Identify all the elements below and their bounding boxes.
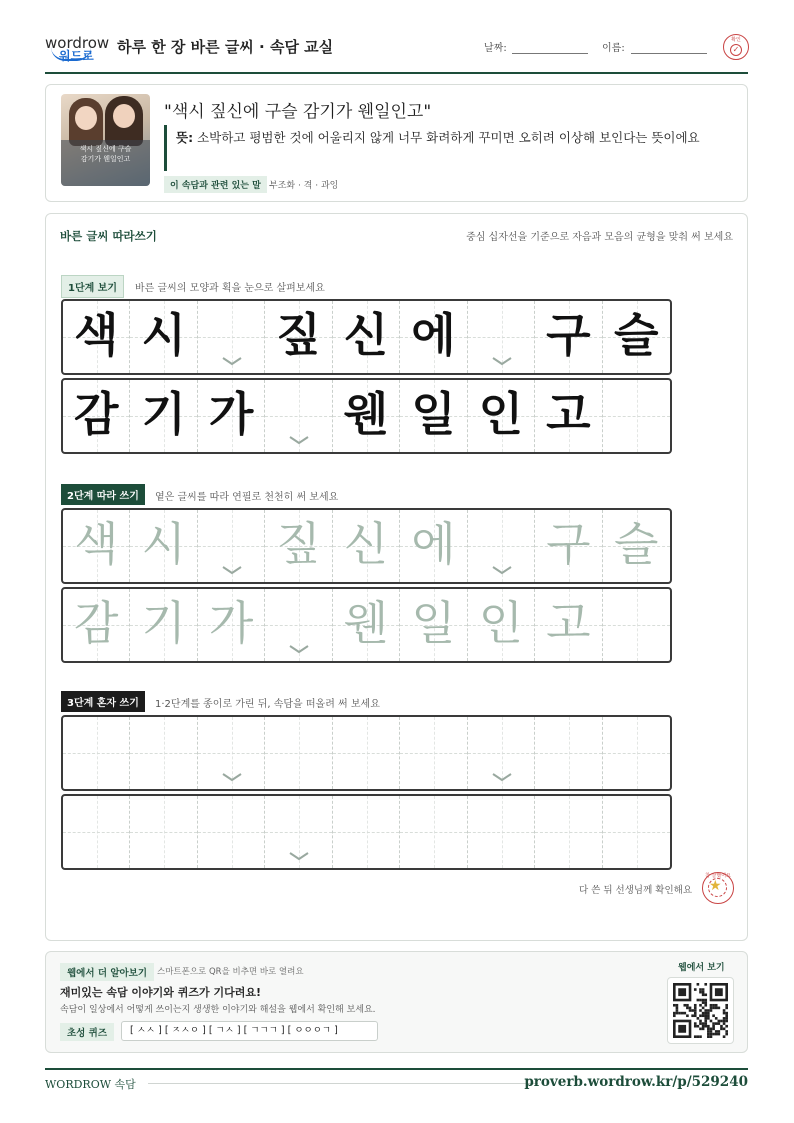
grid-cell: [63, 380, 130, 452]
web-title: 재미있는 속담 이야기와 퀴즈가 기다려요!: [60, 986, 261, 999]
related-label: 이 속담과 관련 있는 말: [164, 176, 267, 193]
grid-character: 가: [208, 596, 254, 650]
grid-cell: [130, 301, 197, 373]
grid-cell[interactable]: [535, 589, 602, 661]
grid-character: 감: [74, 596, 119, 650]
worksheet-header: [45, 28, 748, 74]
grid-cell[interactable]: [603, 796, 670, 868]
grid-cell: [63, 301, 130, 373]
confirm-stamp-label: 확인: [731, 37, 741, 43]
grid-cell[interactable]: [198, 589, 265, 661]
grid-character: 에: [411, 517, 456, 571]
grid-character: 색: [74, 517, 119, 571]
grid-character: 시: [141, 517, 186, 571]
teacher-check-note: 다 쓴 뒤 선생님께 확인해요: [578, 885, 692, 896]
footer-separator: [148, 1083, 538, 1084]
star-icon: ★: [709, 878, 722, 894]
space-marker-icon: [220, 771, 244, 783]
footer-brand: WORDROW 속담: [45, 1078, 136, 1091]
grid-cell[interactable]: [603, 717, 670, 789]
grid-cell[interactable]: [63, 510, 130, 582]
illustration-caption: [61, 140, 150, 186]
meaning-text: 소박하고 평범한 것에 어울리지 않게 너무 화려하게 꾸미면 오히려 이상해 보인다는 뜻이에요: [197, 130, 700, 145]
grid-cell: [130, 380, 197, 452]
step3-row-1[interactable]: [61, 715, 672, 791]
space-marker-icon: [490, 564, 514, 576]
step3-row-2[interactable]: [61, 794, 672, 870]
grid-cell[interactable]: [333, 717, 400, 789]
step1-row-2: [61, 378, 672, 454]
web-learn-more-section: [45, 951, 748, 1053]
step3-desc: 1·2단계를 종이로 가린 뒤, 속담을 떠올려 써 보세요: [155, 699, 380, 710]
grid-character: 시: [141, 308, 186, 362]
logo-wordmark: wordrow: [45, 34, 110, 52]
grid-cell[interactable]: [130, 510, 197, 582]
grid-cell[interactable]: [265, 717, 332, 789]
space-marker-icon: [220, 355, 244, 367]
related-words: 부조화 · 격 · 과잉: [269, 181, 339, 191]
grid-cell[interactable]: [535, 796, 602, 868]
grid-character: 짚: [276, 308, 321, 362]
grid-cell[interactable]: [265, 589, 332, 661]
grid-cell[interactable]: [400, 717, 467, 789]
date-field[interactable]: [512, 53, 588, 54]
grid-cell: [400, 301, 467, 373]
grid-character: 에: [411, 308, 456, 362]
grid-cell[interactable]: [63, 717, 130, 789]
grid-character: 가: [208, 387, 254, 441]
grid-cell: [535, 301, 602, 373]
grid-cell[interactable]: [198, 717, 265, 789]
grid-cell[interactable]: [198, 796, 265, 868]
space-marker-icon: [490, 355, 514, 367]
grid-character: 웬: [343, 596, 389, 650]
step1-badge: 1단계 보기: [61, 275, 124, 298]
grid-cell[interactable]: [535, 510, 602, 582]
proverb-illustration: [61, 94, 150, 186]
grid-character: 색: [74, 308, 119, 362]
illustration-caption-line1: 색시 짚신에 구슬: [79, 145, 132, 153]
grid-cell[interactable]: [130, 796, 197, 868]
proverb-card: [45, 84, 748, 202]
page-title: 하루 한 장 바른 글씨 · 속담 교실: [117, 38, 334, 56]
step2-row-2[interactable]: [61, 587, 672, 663]
grid-cell: [468, 380, 535, 452]
initial-consonant-quiz: [ ㅅㅅ ] [ ㅈㅅㅇ ] [ ㄱㅅ ] [ ㄱㄱㄱ ] [ ㅇㅇㅇㄱ ]: [121, 1021, 378, 1041]
grid-cell: [333, 301, 400, 373]
grid-cell[interactable]: [468, 717, 535, 789]
grid-cell[interactable]: [333, 796, 400, 868]
grid-cell[interactable]: [333, 510, 400, 582]
step3-badge: 3단계 혼자 쓰기: [61, 691, 145, 712]
grid-cell: [333, 380, 400, 452]
check-icon: ✓: [730, 44, 742, 56]
grid-character: 구: [546, 517, 591, 571]
step1-row-1: [61, 299, 672, 375]
good-job-stamp-label: 참 잘했어요: [705, 873, 731, 879]
practice-hint: 중심 십자선을 기준으로 자음과 모음의 균형을 맞춰 써 보세요: [466, 232, 733, 243]
name-label: 이름:: [602, 43, 625, 54]
grid-character: 기: [141, 387, 186, 441]
proverb-meaning: [176, 128, 731, 148]
illustration-caption-line2: 감기가 웬일인고: [80, 155, 131, 163]
grid-character: 슬: [614, 308, 659, 362]
grid-cell[interactable]: [400, 796, 467, 868]
space-marker-icon: [287, 850, 311, 862]
grid-cell[interactable]: [400, 510, 467, 582]
web-badge: 웹에서 더 알아보기: [60, 963, 154, 981]
footer-divider: [45, 1068, 748, 1070]
qr-code-icon[interactable]: [667, 977, 734, 1044]
meaning-label: 뜻:: [176, 130, 194, 145]
grid-cell[interactable]: [468, 589, 535, 661]
space-marker-icon: [220, 564, 244, 576]
step2-row-1[interactable]: [61, 508, 672, 584]
grid-cell: [603, 380, 670, 452]
step2-desc: 옅은 글씨를 따라 연필로 천천히 써 보세요: [155, 492, 339, 503]
grid-cell[interactable]: [130, 717, 197, 789]
grid-character: 인: [478, 387, 524, 441]
grid-cell[interactable]: [265, 510, 332, 582]
grid-cell[interactable]: [468, 796, 535, 868]
quiz-label: 초성 퀴즈: [60, 1023, 114, 1041]
grid-character: 고: [546, 596, 591, 650]
writing-practice-panel: [45, 213, 748, 941]
confirm-stamp-icon: [723, 34, 749, 60]
web-description: 속담이 일상에서 어떻게 쓰이는지 생생한 이야기와 해설을 웹에서 확인해 보세요.: [60, 1005, 376, 1015]
grid-character: 신: [343, 517, 389, 571]
grid-character: 고: [546, 387, 591, 441]
good-job-stamp-icon: [702, 872, 734, 904]
grid-cell[interactable]: [535, 717, 602, 789]
grid-cell[interactable]: [63, 589, 130, 661]
grid-cell: [603, 301, 670, 373]
step1-desc: 바른 글씨의 모양과 획을 눈으로 살펴보세요: [135, 283, 325, 294]
footer-url-link[interactable]: proverb.wordrow.kr/p/529240: [524, 1074, 748, 1090]
date-label: 날짜:: [484, 43, 507, 54]
grid-cell[interactable]: [333, 589, 400, 661]
proverb-title: "색시 짚신에 구슬 감기가 웬일인고": [164, 102, 432, 122]
grid-cell[interactable]: [63, 796, 130, 868]
grid-character: 짚: [276, 517, 321, 571]
grid-cell[interactable]: [130, 589, 197, 661]
grid-cell: [265, 301, 332, 373]
name-field[interactable]: [631, 53, 707, 54]
wordrow-logo: [45, 34, 110, 63]
grid-cell: [535, 380, 602, 452]
meaning-accent-bar: [164, 125, 167, 171]
space-marker-icon: [490, 771, 514, 783]
logo-korean: 워드로: [59, 49, 94, 63]
web-hint: 스마트폰으로 QR을 비추면 바로 열려요: [157, 967, 304, 977]
practice-title: 바른 글씨 따라쓰기: [60, 229, 157, 243]
step2-badge: 2단계 따라 쓰기: [61, 484, 145, 505]
grid-cell: [400, 380, 467, 452]
grid-cell[interactable]: [265, 796, 332, 868]
grid-character: 신: [343, 308, 389, 362]
grid-character: 일: [411, 387, 456, 441]
space-marker-icon: [287, 434, 311, 446]
grid-character: 인: [478, 596, 524, 650]
grid-cell: [265, 380, 332, 452]
space-marker-icon: [287, 643, 311, 655]
grid-cell[interactable]: [603, 589, 670, 661]
grid-cell: [468, 301, 535, 373]
grid-cell[interactable]: [198, 510, 265, 582]
grid-cell[interactable]: [603, 510, 670, 582]
grid-character: 일: [411, 596, 456, 650]
grid-cell[interactable]: [468, 510, 535, 582]
qr-label: 웹에서 보기: [678, 963, 725, 973]
grid-cell: [198, 380, 265, 452]
grid-cell[interactable]: [400, 589, 467, 661]
grid-character: 감: [74, 387, 119, 441]
grid-character: 기: [141, 596, 186, 650]
grid-character: 구: [546, 308, 591, 362]
grid-character: 웬: [343, 387, 389, 441]
grid-character: 슬: [614, 517, 659, 571]
grid-cell: [198, 301, 265, 373]
